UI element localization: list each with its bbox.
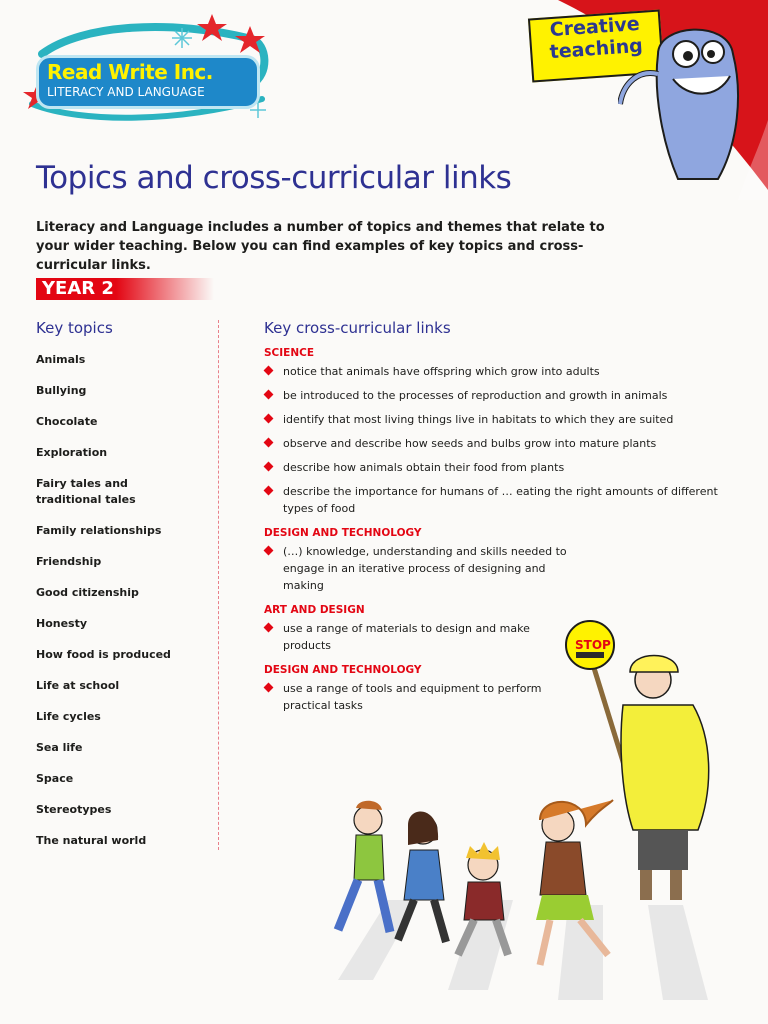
topic-item: The natural world [36, 834, 147, 847]
year-label: YEAR 2 [42, 278, 114, 299]
year-banner [36, 278, 214, 300]
link-item: describe the importance for humans of … eating the right amounts of different types of food [264, 483, 723, 517]
diamond-bullet-icon [264, 546, 274, 556]
section-title: SCIENCE [264, 347, 315, 359]
link-item: observe and describe how seeds and bulbs grow into mature plants [264, 435, 734, 452]
topic-item: Honesty [36, 617, 88, 630]
badge-line-1: Creative [549, 12, 641, 42]
logo-plaque [36, 55, 260, 109]
key-topics-list [36, 352, 206, 864]
link-item: use a range of tools and equipment to perform practical tasks [264, 680, 553, 714]
topic-item: Space [36, 772, 74, 785]
topic-item: Life cycles [36, 710, 101, 723]
page-title: Topics and cross-curricular links [36, 160, 512, 196]
diamond-bullet-icon [264, 623, 274, 633]
topic-item: Fairy tales and traditional tales [36, 477, 136, 506]
diamond-bullet-icon [264, 683, 274, 693]
diamond-bullet-icon [264, 462, 274, 472]
intro-paragraph: Literacy and Language includes a number of topics and themes that relate to your wider teaching. Below you can find examples of key topics and cross-curricular links. [36, 220, 605, 273]
topic-item: Chocolate [36, 415, 98, 428]
topic-item: Family relationships [36, 524, 162, 537]
topic-item: Stereotypes [36, 803, 112, 816]
section-title: DESIGN AND TECHNOLOGY [264, 664, 422, 676]
topic-item: How food is produced [36, 648, 171, 661]
links-heading: Key cross-curricular links [264, 319, 451, 337]
design-technology-section [264, 527, 734, 594]
topic-item: Friendship [36, 555, 102, 568]
diamond-bullet-icon [264, 366, 274, 376]
link-item: notice that animals have offspring which grow into adults [264, 363, 734, 380]
key-topics-heading: Key topics [36, 319, 113, 337]
topic-item: Good citizenship [36, 586, 139, 599]
diamond-bullet-icon [264, 414, 274, 424]
crossing-illustration [318, 610, 758, 1010]
monster-character-illustration [618, 14, 768, 184]
link-item: use a range of materials to design and make products [264, 620, 543, 654]
logo-brand: Read Write Inc. [47, 60, 213, 84]
topic-item: Exploration [36, 446, 108, 459]
diamond-bullet-icon [264, 390, 274, 400]
diamond-bullet-icon [264, 486, 274, 496]
topic-item: Animals [36, 353, 86, 366]
logo-subtitle: LITERACY AND LANGUAGE [47, 85, 205, 99]
snowflake-icon [172, 28, 192, 48]
link-item: identify that most living things live in habitats to which they are suited [264, 411, 734, 428]
link-item: describe how animals obtain their food from plants [264, 459, 734, 476]
stop-sign-text: STOP [575, 638, 611, 652]
column-divider [218, 320, 219, 850]
link-item: be introduced to the processes of reproduction and growth in animals [264, 387, 734, 404]
section-title: DESIGN AND TECHNOLOGY [264, 527, 422, 539]
link-item: (…) knowledge, understanding and skills needed to engage in an iterative process of designing and making [264, 543, 583, 594]
topic-item: Bullying [36, 384, 87, 397]
diamond-bullet-icon [264, 438, 274, 448]
badge-line-2: teaching [548, 34, 644, 64]
section-title: ART AND DESIGN [264, 604, 365, 616]
science-section [264, 347, 734, 517]
topic-item: Life at school [36, 679, 120, 692]
topic-item: Sea life [36, 741, 83, 754]
